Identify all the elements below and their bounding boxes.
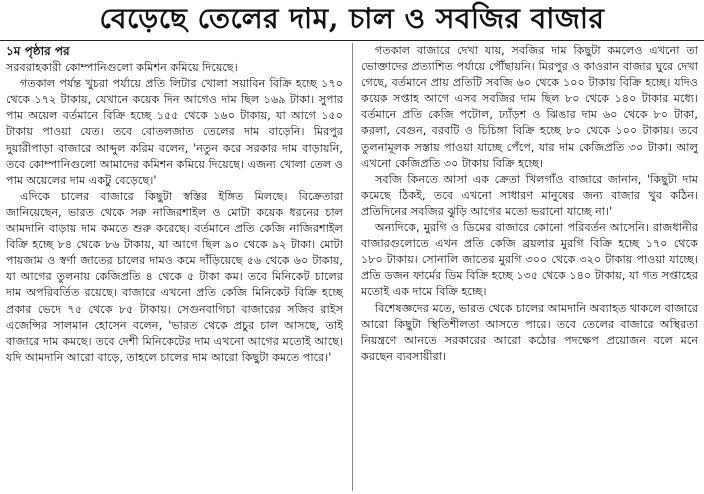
- paragraph: অন্যদিকে, মুরগি ও ডিমের বাজারে কোনো পরিবর্তন আসেনি। রাজধানীর বাজারগুলোতে এখন প্রতি কেজি ব্রয়লার মুরগি বিক্রি হচ্ছে ১৭০ থেকে ১৮০ টাকায়। সোনালি জাতের মুরগি ৩০০ থেকে ৩২০ টাকায় পাওয়া যাচ্ছে। প্রতি ডজন ফার্মের ডিম বিক্রি হচ্ছে ১৩৫ থেকে ১৪০ টাকায়, যা গত সপ্তাহের মতোই এক দামে বিক্রি হচ্ছে।: [361, 221, 698, 299]
- continuation-kicker: ১ম পৃষ্ঠার পর: [6, 44, 70, 58]
- paragraph: সবজি কিনতে আসা এক ক্রেতা খিলগাঁও বাজারে জানান, 'কিছুটা দাম কমেছে ঠিকই, তবে এখনো সাধারণ মানুষের জন্য বাজার খুব কঠিন। প্রতিদিনের সবজির ঝুড়ি আগের মতো ভরানো যাচ্ছে না।': [361, 172, 698, 218]
- paragraph: সরবরাহকারী কোম্পানিগুলো কমিশন কমিয়ে দিয়েছে।: [6, 61, 238, 75]
- paragraph: এদিকে চালের বাজারে কিছুটা স্বস্তির ইঙ্গিত মিলছে। বিক্রেতারা জানিয়েছেন, ভারত থেকে সরু নাজিরশাইল ও মোটা কয়েক ধরনের চাল আমদানি বাড়ায় দাম কমতে শুরু করেছে। বর্তমানে প্রতি কেজি নাজিরশাইল বিক্রি হচ্ছে ৮৪ থেকে ৮৬ টাকায়, যা আগে ছিল ৯০ থেকে ৯২ টাকা। মোটা পায়জাম ও স্বর্ণা জাতের চালের দামও কমে দাঁড়িয়েছে ৫৬ থেকে ৬০ টাকায়, যা আগের তুলনায় কেজিপ্রতি ৪ থেকে ৫ টাকা কম। তবে মিনিকেট চালের দাম অপরিবর্তিত রয়েছে। বাজারে এখনো প্রতি কেজি মিনিকেট বিক্রি হচ্ছে প্রকার ভেদে ৭৫ থেকে ৮৫ টাকায়। সেগুনবাগিচা বাজারের সজিব রাইস এজেন্সির সালমান হোসেন বলেন, 'ভারত থেকে প্রচুর চাল আসছে, তাই বাজারে দাম কমছে। তবে দেশী মিনিকেটের দাম এখনো আগের মতোই আছে। যদি আমদানি আরো বাড়ে, তাহলে চালের দাম আরো কিছুটা কমতে পারে।': [6, 189, 343, 364]
- article-column-left: [6, 43, 343, 491]
- paragraph: বিশেষজ্ঞদের মতে, ভারত থেকে চালের আমদানি অব্যাহত থাকলে বাজারে আরো কিছুটা স্থিতিশীলতা আসতে পারে। তবে তেলের বাজারে অস্থিরতা নিয়ন্ত্রণে আনতে সরকারের আরো কঠোর পদক্ষেপ প্রয়োজন বলে মনে করছেন ব্যবসায়ীরা।: [361, 301, 698, 363]
- paragraph: গতকাল পর্যন্ত খুচরা পর্যায়ে প্রতি লিটার খোলা সয়াবিন বিক্রি হচ্ছে ১৭০ থেকে ১৭২ টাকায়, যেখানে কয়েক দিন আগেও দাম ছিল ১৬৯ টাকা। সুপার পাম অয়েল বর্তমানে বিক্রি হচ্ছে ১৫৫ থেকে ১৬০ টাকায়, যা আগে ১৫০ টাকায় পাওয়া যেত। তবে বোতলজাত তেলের দাম বাড়েনি। মিরপুর দুয়ারীপাড়া বাজারে আব্দুল করিম বলেন, 'নতুন করে সরকার দাম বাড়ায়নি, তবে কোম্পানিগুলো আমাদের কমিশন কমিয়ে দিয়েছে। এজন্য খোলা তেল ও পাম অয়েলের দাম একটু বেড়েছে।': [6, 77, 343, 187]
- headline: বেড়েছে তেলের দাম, চাল ও সবজির বাজার: [99, 1, 605, 35]
- article-column-right: [361, 43, 698, 491]
- headline-rule: [0, 40, 704, 41]
- column-divider: [352, 43, 353, 491]
- paragraph: গতকাল বাজারে দেখা যায়, সবজির দাম কিছুটা কমলেও এখনো তা ভোক্তাদের প্রত্যাশিত পর্যায়ে পৌঁছায়নি। মিরপুর ও কাওরান বাজার ঘুরে দেখা গেছে, বর্তমানে প্রায় প্রতিটি সবজি ৬০ থেকে ১০০ টাকায় বিক্রি হচ্ছে। যদিও কয়েক সপ্তাহ আগে এসব সবজির দাম ছিল ৮০ থেকে ১৪০ টাকার মধ্যে। বর্তমানে প্রতি কেজি পটোল, ঢ্যাঁড়শ ও ঝিঙার দাম ৬০ থেকে ৮০ টাকা, করলা, বেগুন, বরবটি ও চিচিঙ্গা বিক্রি হচ্ছে ৮০ থেকে ১০০ টাকায়। তবে তুলনামূলক সস্তায় পাওয়া যাচ্ছে পেঁপে, যার দাম কেজিপ্রতি ৩০ টাকা। আলু এখনো কেজিপ্রতি ৩০ টাকায় বিক্রি হচ্ছে।: [361, 44, 698, 170]
